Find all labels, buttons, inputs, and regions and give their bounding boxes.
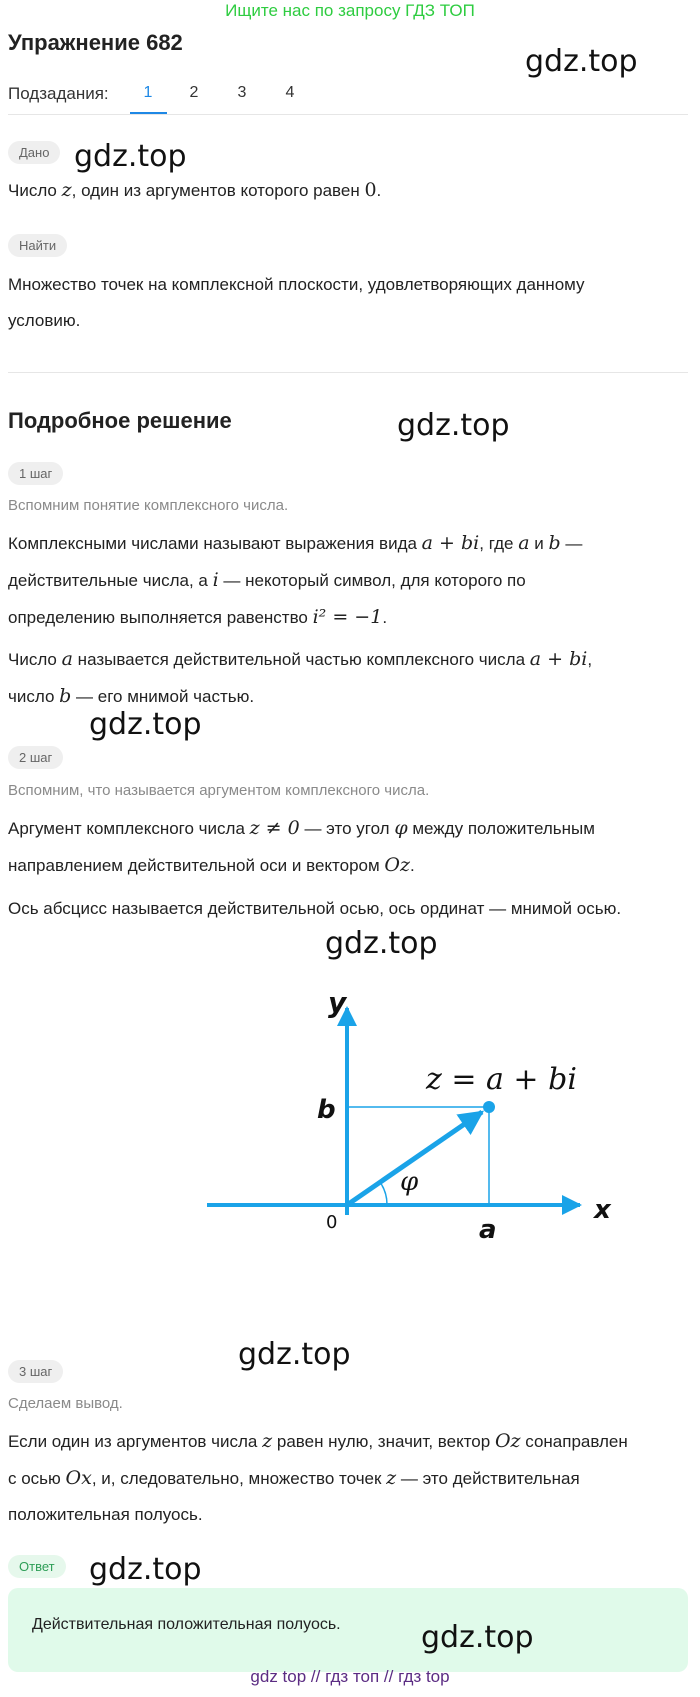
watermark: gdz.top — [238, 1337, 351, 1372]
watermark: gdz.top — [325, 926, 438, 961]
watermark: gdz.top — [397, 408, 510, 443]
subtask-tab-4[interactable]: 4 — [285, 84, 295, 101]
formula-label: z = a + bi — [426, 1062, 577, 1097]
step1-badge: 1 шаг — [8, 462, 63, 485]
step3-paragraph: Если один из аргументов числа z равен нулю, значит, вектор Oz сонаправлен с осью Ox, и, следовательно, множество точек z — это действительная положительная полуось. — [8, 1430, 628, 1524]
find-text: Множество точек на комплексной плоскости, удовлетворяющих данному условию. — [8, 275, 585, 330]
step3-hint: Сделаем вывод. — [8, 1395, 123, 1412]
phi-label: φ — [400, 1167, 419, 1197]
origin-label: 0 — [326, 1212, 338, 1233]
given-badge: Дано — [8, 141, 60, 164]
step2-paragraph-2: Ось абсцисс называется действительной осью, ось ординат — мнимой осью. — [8, 899, 622, 918]
subtasks-label: Подзадания: — [8, 84, 109, 103]
watermark: gdz.top — [421, 1620, 534, 1655]
answer-badge: Ответ — [8, 1555, 66, 1578]
x-axis-label: x — [594, 1195, 611, 1225]
divider — [8, 372, 688, 373]
solution-title: Подробное решение — [8, 408, 232, 433]
watermark: gdz.top — [89, 707, 202, 742]
given-text: Число z, один из аргументов которого равен 0. — [8, 179, 382, 201]
step1-paragraph-1: Комплексными числами называют выражения вида a + bi, где a и b — действительные числа, а i — некоторый символ, для которого по определению выполняется равенство i² = −1. — [8, 532, 583, 628]
step2-paragraph-1: Аргумент комплексного числа z ≠ 0 — это угол φ между положительным направлением действительной оси и вектором Oz. — [8, 817, 595, 876]
footer-links[interactable]: gdz top // гдз топ // гдз top — [250, 1667, 450, 1686]
subtask-tab-1[interactable]: 1 — [143, 84, 153, 101]
complex-plane-diagram — [180, 960, 640, 1260]
y-axis-label: y — [328, 986, 347, 1019]
angle-arc — [380, 1182, 387, 1205]
step2-badge: 2 шаг — [8, 746, 63, 769]
step2-hint: Вспомним, что называется аргументом комплексного числа. — [8, 782, 430, 799]
b-label: b — [317, 1095, 336, 1125]
promo-banner[interactable]: Ищите нас по запросу ГДЗ ТОП — [225, 1, 475, 20]
find-badge: Найти — [8, 234, 67, 257]
a-label: a — [479, 1215, 497, 1245]
step1-hint: Вспомним понятие комплексного числа. — [8, 497, 289, 514]
divider — [8, 114, 688, 115]
watermark: gdz.top — [89, 1552, 202, 1587]
point-z — [483, 1101, 495, 1113]
subtask-tab-3[interactable]: 3 — [237, 84, 247, 101]
watermark: gdz.top — [525, 44, 638, 79]
watermark: gdz.top — [74, 139, 187, 174]
step3-badge: 3 шаг — [8, 1360, 63, 1383]
subtask-tab-2[interactable]: 2 — [189, 84, 199, 101]
page-title: Упражнение 682 — [8, 30, 183, 55]
answer-text: Действительная положительная полуось. — [32, 1616, 341, 1633]
step1-paragraph-2: Число a называется действительной частью комплексного числа a + bi, число b — его мнимой частью. — [8, 648, 593, 707]
